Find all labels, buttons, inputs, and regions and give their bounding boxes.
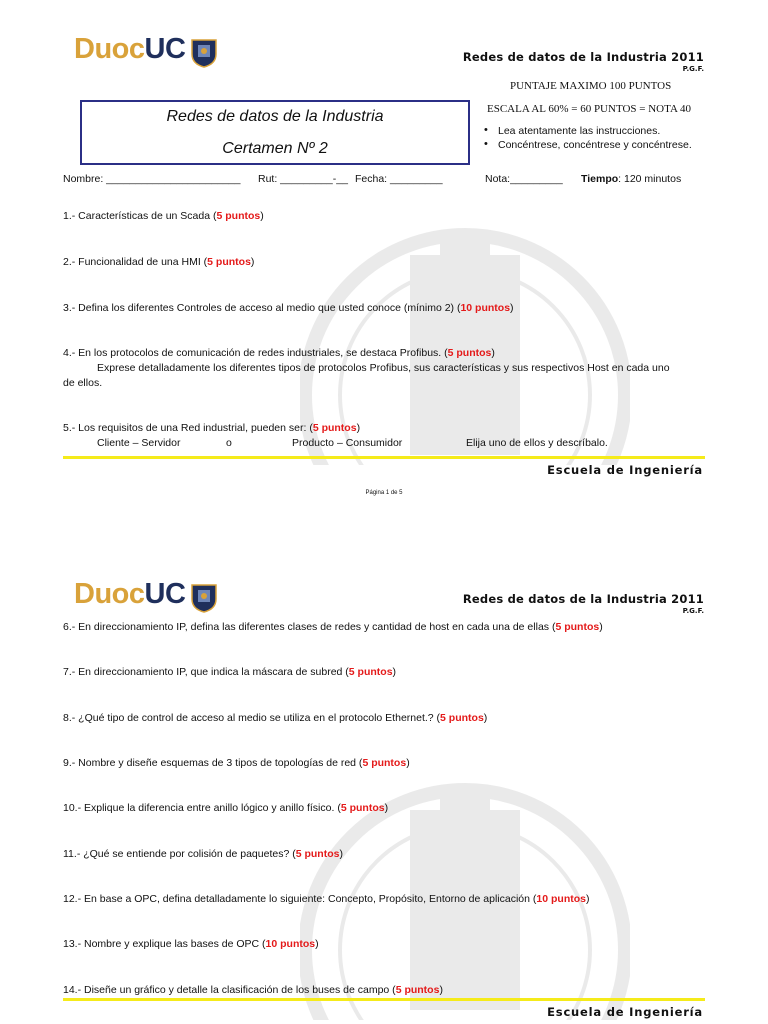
course-header-initials: P.G.F. <box>682 65 704 73</box>
logo-uc-text: UC <box>144 33 186 65</box>
question-points: 5 puntos <box>395 984 440 996</box>
fecha-field: Fecha: _________ <box>355 173 443 185</box>
exam-title: Redes de datos de la Industria <box>166 108 384 125</box>
logo-uc-text: UC <box>144 578 186 610</box>
page-number: Página 1 de 5 <box>365 490 403 496</box>
logo-crest-icon <box>190 581 218 613</box>
exam-title-box <box>80 100 470 165</box>
question-6: 6.- En direccionamiento IP, defina las diferentes clases de redes y cantidad de host en cada una de ellas (5 puntos) <box>63 621 603 633</box>
question-points: 10 puntos <box>460 302 511 314</box>
question-points: 5 puntos <box>555 621 600 633</box>
question-points: 5 puntos <box>362 757 407 769</box>
footer-rule-2 <box>63 998 705 1001</box>
question-4-detail: Exprese detalladamente los diferentes tipos de protocolos Profibus, sus características y sus respectivos Host en cada uno <box>97 362 670 374</box>
nota-field: Nota:_________ <box>485 173 563 185</box>
course-header-title: Redes de datos de la Industria 2011 <box>462 50 704 64</box>
question-10: 10.- Explique la diferencia entre anillo lógico y anillo físico. (5 puntos) <box>63 802 389 814</box>
question-14: 14.- Diseñe un gráfico y detalle la clasificación de los buses de campo (5 puntos) <box>63 984 443 996</box>
max-score: PUNTAJE MAXIMO 100 PUNTOS <box>510 80 672 92</box>
tiempo-label: Tiempo <box>581 173 619 185</box>
question-points: 5 puntos <box>207 256 251 268</box>
nombre-field: Nombre: _______________________ <box>63 173 241 185</box>
footer-rule <box>63 456 705 459</box>
instruction-item: • Lea atentamente las instrucciones. <box>480 125 692 139</box>
question-12: 12.- En base a OPC, defina detalladamente lo siguiente: Concepto, Propósito, Entorno de aplicación (10 puntos) <box>63 893 590 905</box>
question-4-detail-cont: de ellos. <box>63 377 103 389</box>
question-11: 11.- ¿Qué se entiende por colisión de paquetes? (5 puntos) <box>63 848 343 860</box>
question-points: 5 puntos <box>295 848 340 860</box>
question-13: 13.- Nombre y explique las bases de OPC (10 puntos) <box>63 938 319 950</box>
question-3: 3.- Defina los diferentes Controles de acceso al medio que usted conoce (mínimo 2) (10 puntos) <box>63 302 514 314</box>
q5-option-a: Cliente – Servidor <box>97 437 181 449</box>
instructions-list <box>480 125 692 153</box>
footer-brand: Escuela de Ingeniería <box>547 463 703 477</box>
duoc-uc-logo <box>74 33 216 73</box>
question-7: 7.- En direccionamiento IP, que indica la máscara de subred (5 puntos) <box>63 666 397 678</box>
question-1: 1.- Características de un Scada (5 puntos) <box>63 210 264 222</box>
question-points: 5 puntos <box>440 712 484 724</box>
question-points: 5 puntos <box>312 422 357 434</box>
q5-option-or: o <box>226 437 232 449</box>
question-5: 5.- Los requisitos de una Red industrial, pueden ser: (5 puntos) <box>63 422 361 434</box>
question-points: 5 puntos <box>447 347 492 359</box>
logo-crest-icon <box>190 36 218 68</box>
tiempo-value: : 120 minutos <box>618 173 682 185</box>
q5-option-b: Producto – Consumidor <box>292 437 403 449</box>
course-header-title-2: Redes de datos de la Industria 2011 <box>462 592 704 606</box>
question-points: 10 puntos <box>536 893 586 905</box>
question-8: 8.- ¿Qué tipo de control de acceso al medio se utiliza en el protocolo Ethernet.? (5 puntos) <box>63 712 488 724</box>
question-points: 10 puntos <box>265 938 316 950</box>
question-points: 5 puntos <box>348 666 393 678</box>
question-points: 5 puntos <box>340 802 385 814</box>
logo-duoc-text: Duoc <box>74 33 145 65</box>
q5-instruction: Elija uno de ellos y descríbalo. <box>466 437 608 449</box>
question-points: 5 puntos <box>216 210 261 222</box>
question-4: 4.- En los protocolos de comunicación de redes industriales, se destaca Profibus. (5 puntos) <box>63 347 495 359</box>
tiempo-field <box>581 173 681 185</box>
grading-scale: ESCALA AL 60% = 60 PUNTOS = NOTA 40 <box>487 103 692 115</box>
exam-subtitle: Certamen Nº 2 <box>222 140 328 157</box>
course-header-initials-2: P.G.F. <box>682 607 704 615</box>
rut-field: Rut: _________-__ <box>258 173 348 185</box>
footer-brand-2: Escuela de Ingeniería <box>547 1005 703 1019</box>
question-2: 2.- Funcionalidad de una HMI (5 puntos) <box>63 256 255 268</box>
question-9: 9.- Nombre y diseñe esquemas de 3 tipos de topologías de red (5 puntos) <box>63 757 410 769</box>
instruction-item: • Concéntrese, concéntrese y concéntrese. <box>480 139 692 153</box>
duoc-uc-logo-2 <box>74 578 216 618</box>
logo-duoc-text: Duoc <box>74 578 145 610</box>
